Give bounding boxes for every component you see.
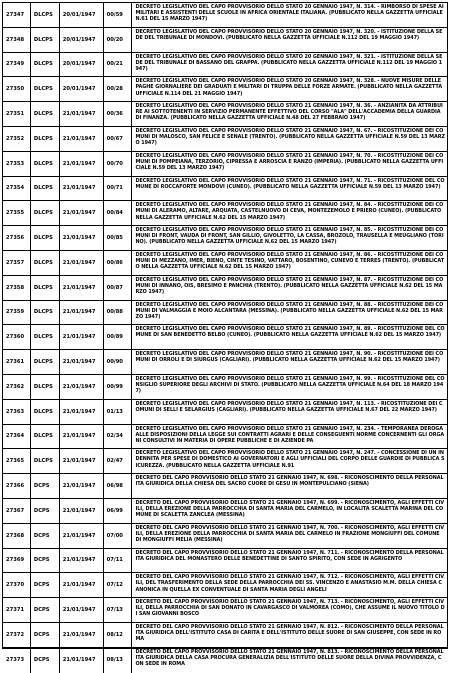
act-number: 07/00 [104,524,133,548]
table-row [3,3,447,28]
record-number: 27371 [3,598,31,622]
act-type: DLCPS [31,53,60,77]
act-date: 21/01/1947 [60,375,104,399]
act-date: 21/01/1947 [60,623,104,647]
record-number: 27362 [3,375,31,399]
act-date: 20/01/1947 [60,3,104,27]
act-number: 07/11 [104,549,133,573]
record-number: 27366 [3,474,31,498]
act-number: 07/12 [104,573,133,597]
record-number: 27352 [3,127,31,151]
table-row [3,301,447,326]
act-type: DLCPS [31,28,60,52]
table-row [3,474,447,499]
act-date: 21/01/1947 [60,251,104,275]
table-row [3,350,447,375]
table-row [3,449,447,474]
record-number: 27347 [3,3,31,27]
table-row [3,226,447,251]
act-description: DECRETO LEGISLATIVO DEL CAPO PROVVISORIO DELLO STATO 21 GENNAIO 1947, N. 85. - RICOSTITUZIONE DEI COMUNI DI FRONT, VAUDA DI FRONT, SAN GILLIO, GIVOLETTO, LA CASSA, BROZOLO, TRAUSELLA E MEUGLIANO (TORINO). (PUBBLICATO NELLA GAZZETTA UFFICIALE N.62 DEL 15 MARZO 1947) [135,227,444,246]
act-date: 21/01/1947 [60,425,104,449]
record-number: 27369 [3,549,31,573]
act-description: DECRETO DEL CAPO PROVVISORIO DELLO STATO 21 GENNAIO 1947, N. 698. - RICONOSCIMENTO DELLA PERSONALITA GIURIDICA DELLA CHIESA DEL SACRO CUORE DI GESU IN MONTEPULCIANO (SIENA) [135,475,444,488]
act-date: 21/01/1947 [60,524,104,548]
act-date: 21/01/1947 [60,226,104,250]
act-description: DECRETO LEGISLATIVO DEL CAPO PROVVISORIO DELLO STATO 21 GENNAIO 1947, N. 89. - RICOSTITUZIONE DEL COMUNE DI SAN BENEDETTO BELBO (CUNEO). (PUBBLICATO NELLA GAZZETTA UFFICIALE N.62 DEL 15 MARZO 1947) [135,326,445,339]
table-row [3,524,447,549]
act-number: 00/36 [104,102,133,126]
act-number: 00/85 [104,226,133,250]
act-number: 00/86 [104,251,133,275]
act-date: 21/01/1947 [60,549,104,573]
table-row [3,276,447,301]
table-row [3,152,447,177]
table-row [3,177,447,202]
act-type: DLCPS [31,449,60,473]
act-description: DECRETO LEGISLATIVO DEL CAPO PROVVISORIO DELLO STATO 21 GENNAIO 1947, N. 113. - RICOSTITUZIONE DEI COMUNI DI SELLI E SELARGIUS (CAGLIARI). (PUBBLICATO NELLA GAZZETTA UFFICIALE N.67 DEL 22 MARZO 1947) [135,400,443,413]
act-number: 00/84 [104,201,133,225]
record-number: 27358 [3,276,31,300]
table-row [3,400,447,425]
record-number: 27356 [3,226,31,250]
record-number: 27348 [3,28,31,52]
table-row [3,499,447,524]
act-type: DCPS [31,573,60,597]
act-date: 21/01/1947 [60,127,104,151]
act-type: DCPS [31,648,60,673]
act-description: DECRETO DEL CAPO PROVVISORIO DELLO STATO 21 GENNAIO 1947, N. 711. - RICONOSCIMENTO DELLA PERSONALITA GIURIDICA DEL MONASTERO DELLE BENEDETTINE DI SANTO SPIRITO, CON SEDE IN AGRIGENTO [135,549,444,562]
act-number: 06/98 [104,474,133,498]
record-number: 27351 [3,102,31,126]
table-row [3,251,447,276]
act-description: DECRETO DEL CAPO PROVVISORIO DELLO STATO 21 GENNAIO 1947, N. 700. - RICONOSCIMENTO, AGLI EFFETTI CIVILI, DELLA EREZIONE DELLA PARROCCHIA DI SANTA MARIA DEL CARMELO IN FRAZIONE MONGIUFFI DEL COMUNE DI MONGIUFFI MELIA (MESSINA) [135,524,444,543]
act-description: DECRETO LEGISLATIVO DEL CAPO PROVVISORIO DELLO STATO 21 GENNAIO 1947, N. 84. - RICOSTITUZIONE DEI COMUNI DI ALERAMO, ALTARE, ARQUATA, CASTELNUOVO DI CEVA, MONTEZEMOLO E PRIERO (CUNEO). (PUBBLICATO NELLA GAZZETTA UFFICIALE N.62 DEL 15 MARZO 1947) [135,202,444,221]
act-number: 00/99 [104,375,133,399]
act-description: DECRETO LEGISLATIVO DEL CAPO PROVVISORIO DELLO STATO 21 GENNAIO 1947, N. 90. - RICOSTITUZIONE DEI COMUNI DI ORROLI E DI SIURGUS (CAGLIARI). (PUBBLICATO NELLA GAZZETTA UFFICIALE N.62 DEL 15 MARZO 1947) [135,351,444,364]
act-type: DLCPS [31,276,60,300]
act-date: 21/01/1947 [60,301,104,325]
table-row [3,53,447,78]
act-date: 20/01/1947 [60,53,104,77]
record-number: 27370 [3,573,31,597]
act-number: 00/21 [104,53,133,77]
act-description: DECRETO LEGISLATIVO DEL CAPO PROVVISORIO DELLO STATO 21 GENNAIO 1947, N. 86. - RICOSTITUZIONE DEI COMUNI DI MEZZANO, IMER, BIENO, CINTE TESINO, VATTARO, BOSENTINO, CUNEVO E TERRES (TRENTO). (PUBBLICATO NELLA GAZZETTA UFFICIALE N.62 DEL 15 MARZO 1947) [135,251,444,271]
record-number: 27349 [3,53,31,77]
act-date: 21/01/1947 [60,474,104,498]
act-number: 00/28 [104,77,133,101]
act-date: 21/01/1947 [60,499,104,523]
act-description: DECRETO LEGISLATIVO DEL CAPO PROVVISORIO DELLO STATO 21 GENNAIO 1947, N. 67. - RICOSTITUZIONE DEI COMUNI DI MALOSCO, SAN FELICE E SENALE (TRENTO). (PUBBLICATO NELLA GAZZETTA UFFICIALE N.59 DEL 13 MARZO 1947) [135,127,445,147]
act-date: 21/01/1947 [60,449,104,473]
act-type: DLCPS [31,127,60,151]
act-type: DLCPS [31,251,60,275]
record-number: 27355 [3,201,31,225]
act-type: DCPS [31,499,60,523]
act-date: 21/01/1947 [60,598,104,622]
record-number: 27364 [3,425,31,449]
legislation-table [2,2,448,667]
act-description: DECRETO DEL CAPO PROVVISORIO DELLO STATO 21 GENNAIO 1947, N. 812. - RICONOSCIMENTO DELLA PERSONALITA GIURIDICA DELL'ISTITUTO CASA DI CARITA E DELL'ISTITUTO DELLE SUORE DI SAN GIUSEPPE, CON SEDE IN ROMA [135,623,444,643]
act-number: 02/34 [104,425,133,449]
act-type: DLCPS [31,177,60,201]
act-type: DLCPS [31,152,60,176]
act-number: 00/88 [104,301,133,325]
act-description: DECRETO LEGISLATIVO DEL CAPO PROVVISORIO DELLO STATO 21 GENNAIO 1947, N. 234. - TEMPORANEA DEROGA ALLE DISPOSIZIONI DELLA LEGGE SUI CONTRATTI AGRARI E DELLE CONSEGUENTI NORME CONCERNENTI GLI ORGANI CONSULTIVI IN MATERIA DI OPERE PUBBLICHE E DI AZIENDE PA [135,425,445,444]
act-description: DECRETO LEGISLATIVO DEL CAPO PROVVISORIO DELLO STATO 21 GENNAIO 1947, N. 88. - RICOSTITUZIONE DEI COMUNI DI VALMAGGIA E MOIO ALCANTARA (MESSINA). (PUBBLICATO NELLA GAZZETTA UFFICIALE N.62 DEL 15 MARZO 1947) [135,301,444,320]
act-number: 00/87 [104,276,133,300]
act-number: 00/90 [104,350,133,374]
act-type: DLCPS [31,325,60,349]
act-type: DCPS [31,524,60,548]
record-number: 27365 [3,449,31,473]
act-type: DLCPS [31,201,60,225]
act-type: DLCPS [31,350,60,374]
record-number: 27373 [3,648,31,673]
act-type: DLCPS [31,226,60,250]
act-date: 21/01/1947 [60,152,104,176]
record-number: 27357 [3,251,31,275]
act-number: 08/13 [104,648,133,673]
table-row [3,549,447,574]
act-description: DECRETO LEGISLATIVO DEL CAPO PROVVISORIO DELLO STATO 21 GENNAIO 1947, N. 247. - CONCESSIONE DI UN INDENNITA PER SPESE DI DOMESTICO AI GOVERNATORI E AGLI UFFICIALI DEL CORPO DELLE GUARDIE DI PUBBLICA SICUREZZA. (PUBBLICATO NELLA GAZZETTA UFFICIALE N.91 [135,450,445,469]
record-number: 27353 [3,152,31,176]
table-row [3,648,447,673]
act-number: 00/71 [104,177,133,201]
act-description: DECRETO LEGISLATIVO DEL CAPO PROVVISORIO DELLO STATO 21 GENNAIO 1947, N. 71. - RICOSTITUZIONE DEL COMUNE DI ROCCAFORTE MONDOVI (CUNEO). (PUBBLICATO NELLA GAZZETTA UFFICIALE N.59 DEL 13 MARZO 1947) [135,177,445,190]
record-number: 27350 [3,77,31,101]
table-row [3,375,447,400]
act-date: 21/01/1947 [60,648,104,673]
record-number: 27372 [3,623,31,647]
act-description: DECRETO LEGISLATIVO DEL CAPO PROVVISORIO DELLO STATO 21 GENNAIO 1947, N. 99. - RICOSTITUZIONE DEL CONSIGLIO SUPERIORE DEGLI ARCHIVI DI STATO. (PUBBLICATO NELLA GAZZETTA UFFICIALE N.64 DEL 18 MARZO 1947) [135,375,445,395]
act-description: DECRETO LEGISLATIVO DEL CAPO PROVVISORIO DELLO STATO 20 GENNAIO 1947, N. 328. - NUOVE MISURE DELLE PAGHE GIORNALIERE DEI GRADUATI E MILITARI DI TRUPPA DELLE FORZE ARMATE. (PUBBLICATO NELLA GAZZETTA UFFICIALE N.114 DEL 21 MAGGIO 1947) [135,78,443,97]
record-number: 27354 [3,177,31,201]
act-type: DLCPS [31,77,60,101]
act-date: 21/01/1947 [60,573,104,597]
act-date: 21/01/1947 [60,325,104,349]
table-row [3,127,447,152]
act-type: DLCPS [31,400,60,424]
act-type: DCPS [31,623,60,647]
act-number: 06/99 [104,499,133,523]
table-row [3,77,447,102]
act-date: 20/01/1947 [60,77,104,101]
act-description: DECRETO DEL CAPO PROVVISORIO DELLO STATO 21 GENNAIO 1947, N. 712. - RICONOSCIMENTO, AGLI EFFETTI CIVILI, DEL TRASFERIMENTO DELLA SEDE DELLA PARROCCHIA DEI SS. VINCENZO E ANASTASIO M.M. DELLA CHIESA CANONICA IN QUELLA EX CONVENTUALE DI SANTA MARIA DEGLI ANGELI [135,574,444,593]
act-number: 08/12 [104,623,133,647]
act-type: DCPS [31,598,60,622]
act-number: 01/13 [104,400,133,424]
table-row [3,325,447,350]
act-number: 00/70 [104,152,133,176]
table-row [3,425,447,450]
act-date: 21/01/1947 [60,350,104,374]
table-row [3,102,447,127]
record-number: 27359 [3,301,31,325]
record-number: 27367 [3,499,31,523]
act-type: DLCPS [31,102,60,126]
act-description: DECRETO LEGISLATIVO DEL CAPO PROVVISORIO DELLO STATO 21 GENNAIO 1947, N. 36. - ANZIANITA DA ATTRIBUIRE AI SOTTOTENENTI IN SERVIZIO PERMANENTE EFFETTIVO DEL CORSO "ALA" DELL'ACCADEMIA DELLA GUARDIA DI FINANZA. (PUBBLICATO NELLA GAZZETTA UFFICIALE N.48 DEL 27 FEBBRAIO 1947) [135,103,443,122]
act-date: 21/01/1947 [60,177,104,201]
act-description: DECRETO LEGISLATIVO DEL CAPO PROVVISORIO DELLO STATO 21 GENNAIO 1947, N. 70. - RICOSTITUZIONE DEI COMUNI DI POMPEIANA, TERZORIO, CIPRESSA E ARROSCIA E RANZO (IMPERIA). (PUBBLICATO NELLA GAZZETTA UFFICIALE N.59 DEL 13 MARZO 1947) [135,152,444,171]
act-date: 21/01/1947 [60,201,104,225]
act-type: DCPS [31,474,60,498]
table-row [3,623,447,648]
act-type: DCPS [31,549,60,573]
act-date: 20/01/1947 [60,28,104,52]
act-type: DLCPS [31,425,60,449]
act-type: DLCPS [31,375,60,399]
act-number: 02/47 [104,449,133,473]
act-type: DLCPS [31,3,60,27]
table-row [3,598,447,623]
act-description: DECRETO LEGISLATIVO DEL CAPO PROVVISORIO DELLO STATO 20 GENNAIO 1947, N. 320. - ISTITUZIONE DELLA SEDE DEL TRIBUNALE DI MONDOVI. (PUBBLICATO NELLA GAZZETTA UFFICIALE N.112 DEL 19 MAGGIO 1947) [135,28,443,41]
act-description: DECRETO LEGISLATIVO DEL CAPO PROVVISORIO DELLO STATO 20 GENNAIO 1947, N. 321. - ISTITUZIONE DELLA SEDE DEL TRIBUNALE DI BASSANO DEL GRAPPA. (PUBBLICATO NELLA GAZZETTA UFFICIALE N.112 DEL 19 MAGGIO 1947) [135,53,443,72]
record-number: 27360 [3,325,31,349]
act-date: 21/01/1947 [60,276,104,300]
act-number: 07/13 [104,598,133,622]
act-date: 21/01/1947 [60,400,104,424]
record-number: 27363 [3,400,31,424]
act-number: 00/20 [104,28,133,52]
act-description: DECRETO LEGISLATIVO DEL CAPO PROVVISORIO DELLO STATO 20 GENNAIO 1947, N. 314. - RIMBORSO DI SPESE AI MILITARI E ASSISTENTI DELLE SCUOLE IN AFRICA ORIENTALE ITALIANA. (PUBBLICATO NELLA GAZZETTA UFFICIALE N.61 DEL 15 MARZO 1947) [135,4,444,23]
act-type: DLCPS [31,301,60,325]
table-row [3,28,447,53]
act-number: 00/67 [104,127,133,151]
act-description: DECRETO DEL CAPO PROVVISORIO DELLO STATO 21 GENNAIO 1947, N. 713. - RICONOSCIMENTO, AGLI EFFETTI CIVILI, DELLA PARROCCHIA DI SAN DONATO IN CAVARGASCO DI VALMOREA (COMO), CHE ASSUME IL NUOVO TITOLO DI SAN GIOVANNI BOSCO [135,599,445,618]
act-number: 00/59 [104,3,133,27]
act-description: DECRETO LEGISLATIVO DEL CAPO PROVVISORIO DELLO STATO 21 GENNAIO 1947, N. 87. - RICOSTITUZIONE DEI COMUNI DI INNANO, OIS, BRESIMO E PANCHIA (TRENTO). (PUBBLICATO NELLA GAZZETTA UFFICIALE N.62 DEL 15 MARZO 1947) [135,276,444,295]
act-description: DECRETO DEL CAPO PROVVISORIO DELLO STATO 21 GENNAIO 1947, N. 813. - RICONOSCIMENTO DELLA PERSONALITA GIURIDICA DELLA CASA PROCURA GENERALIZIA DELL'ISTITUTO DELLE SUORE DELLA DIVINA PROVVIDENZA, CON SEDE IN ROMA [135,648,444,667]
record-number: 27368 [3,524,31,548]
record-number: 27361 [3,350,31,374]
table-row [3,201,447,226]
act-description: DECRETO DEL CAPO PROVVISORIO DELLO STATO 21 GENNAIO 1947, N. 699. - RICONOSCIMENTO, AGLI EFFETTI CIVILI, DELLA EREZIONE DELLA PARROCCHIA DI SANTA MARIA DEL CARMELO, IN LOCALITA SCALETTA MARINA DEL COMUNE DI SCALETTA ZANCLEA (MESSINA) [135,499,444,519]
table-row [3,573,447,598]
act-number: 00/89 [104,325,133,349]
act-date: 21/01/1947 [60,102,104,126]
